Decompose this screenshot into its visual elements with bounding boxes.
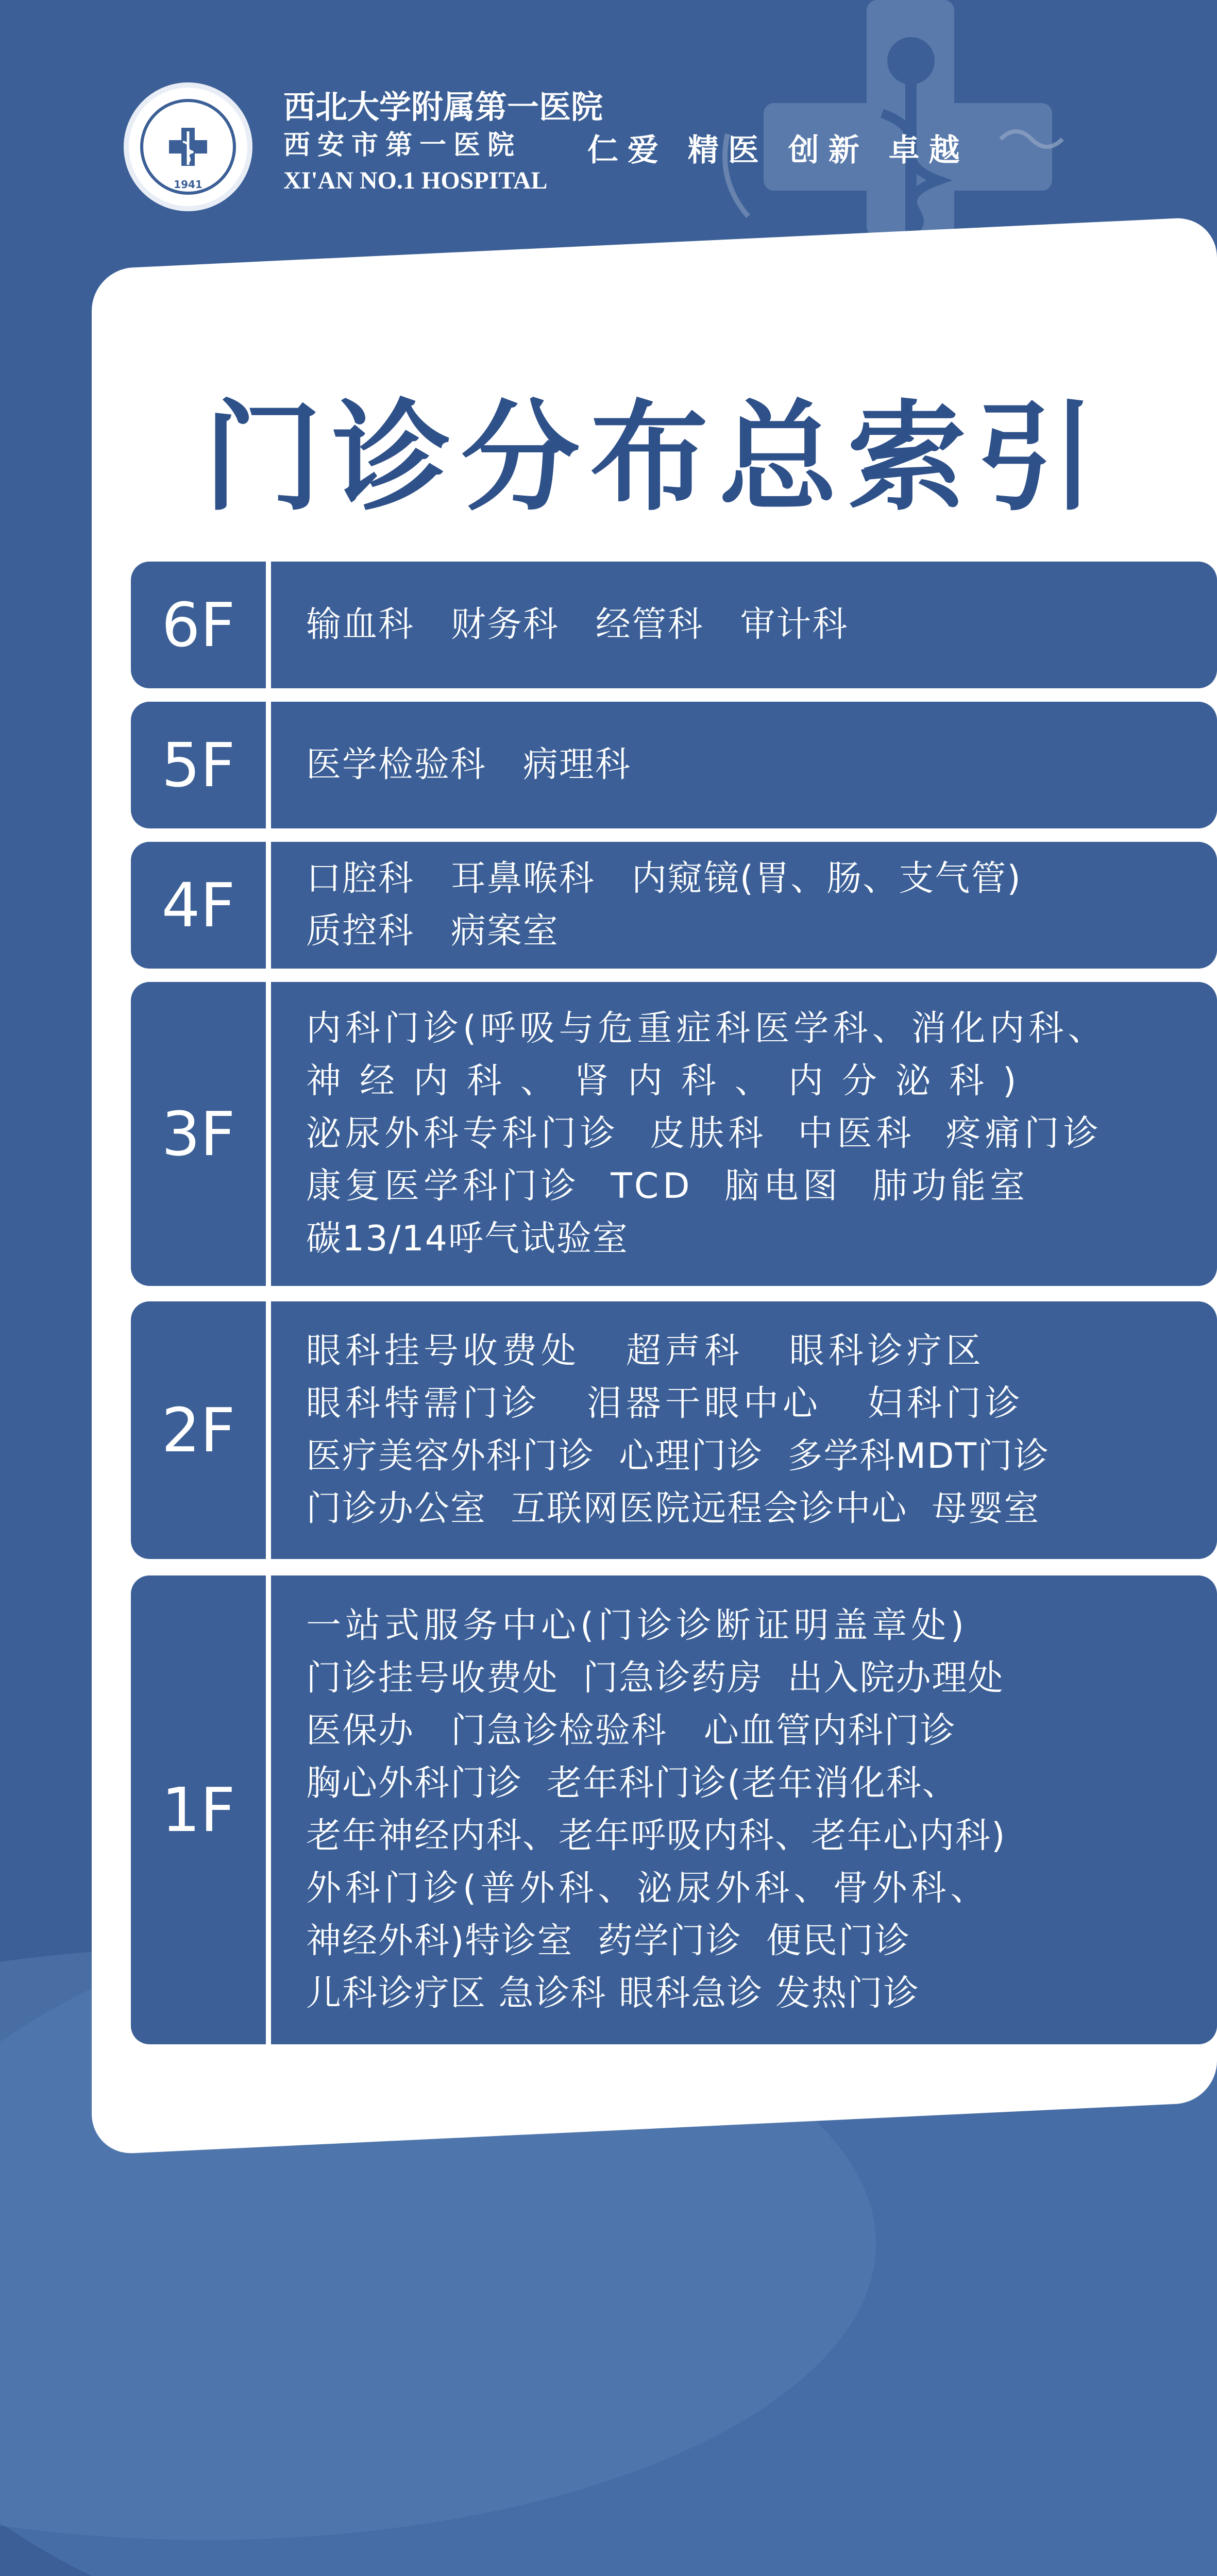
department-line: 门诊挂号收费处 门急诊药房 出入院办理处 xyxy=(306,1658,1004,1699)
department-line: 碳13/14呼气试验室 xyxy=(306,1218,629,1259)
floor-label: 1F xyxy=(161,1774,235,1845)
hospital-english-name: XI'AN NO.1 HOSPITAL xyxy=(283,167,548,194)
floor-label: 6F xyxy=(161,589,235,660)
floor-label: 5F xyxy=(161,730,235,801)
floor-1f-row xyxy=(131,1575,1217,2044)
department-line: 输血科 财务科 经管科 审计科 xyxy=(306,604,849,645)
floor-5f-row xyxy=(131,702,1217,828)
hospital-chinese-name: 西安市第一医院 xyxy=(283,129,522,161)
department-line: 儿科诊疗区 急诊科 眼科急诊 发热门诊 xyxy=(306,1973,920,2014)
floor-label: 3F xyxy=(161,1098,235,1170)
university-affiliation: 西北大学附属第一医院 xyxy=(283,88,603,126)
department-line: 老年神经内科、老年呼吸内科、老年心内科) xyxy=(306,1816,1006,1856)
floor-divider xyxy=(266,702,271,828)
floor-divider xyxy=(266,562,271,688)
department-line: 口腔科 耳鼻喉科 内窥镜(胃、肠、支气管) xyxy=(306,858,1022,899)
floor-label: 2F xyxy=(161,1395,235,1466)
floor-divider xyxy=(266,982,271,1286)
floor-label: 4F xyxy=(161,870,235,941)
floor-departments xyxy=(306,1301,1191,1559)
floor-divider xyxy=(266,842,271,969)
department-line: 内科门诊(呼吸与危重症科医学科、消化内科、 xyxy=(306,1008,1107,1049)
floor-departments xyxy=(306,1575,1191,2044)
floor-divider xyxy=(266,1301,271,1559)
department-line: 一站式服务中心(门诊诊断证明盖章处) xyxy=(306,1605,969,1646)
floor-departments xyxy=(306,702,1191,828)
medical-cross-icon xyxy=(712,0,1083,237)
floor-6f-row xyxy=(131,562,1217,688)
department-line: 神经内科、肾内科、内分泌科) xyxy=(306,1061,1035,1101)
logo-year: 1941 xyxy=(174,178,202,191)
department-line: 医学检验科 病理科 xyxy=(306,744,631,785)
department-line: 质控科 病案室 xyxy=(306,911,559,952)
department-line: 医保办 门急诊检验科 心血管内科门诊 xyxy=(306,1710,956,1751)
department-line: 神经外科)特诊室 药学门诊 便民门诊 xyxy=(306,1921,910,1961)
department-line: 康复医学科门诊 TCD 脑电图 肺功能室 xyxy=(306,1166,1029,1207)
hospital-motto: 仁爱 精医 创新 卓越 xyxy=(587,132,969,168)
department-line: 泌尿外科专科门诊 皮肤科 中医科 疼痛门诊 xyxy=(306,1113,1103,1154)
department-line: 眼科挂号收费处 超声科 眼科诊疗区 xyxy=(306,1331,985,1371)
page-title: 门诊分布总索引 xyxy=(203,389,1105,527)
hospital-logo xyxy=(124,82,252,211)
floor-departments xyxy=(306,842,1191,969)
floor-departments xyxy=(306,562,1191,688)
floor-departments xyxy=(306,982,1191,1286)
floor-4f-row xyxy=(131,842,1217,969)
department-line: 胸心外科门诊 老年科门诊(老年消化科、 xyxy=(306,1763,958,1804)
department-line: 外科门诊(普外科、泌尿外科、骨外科、 xyxy=(306,1868,990,1909)
floor-3f-row xyxy=(131,982,1217,1286)
directory-panel xyxy=(92,330,1217,2102)
floor-2f-row xyxy=(131,1301,1217,1559)
department-line: 医疗美容外科门诊 心理门诊 多学科MDT门诊 xyxy=(306,1436,1050,1477)
department-line: 门诊办公室 互联网医院远程会诊中心 母婴室 xyxy=(306,1488,1040,1529)
logo-cross-icon xyxy=(165,124,211,170)
floor-divider xyxy=(266,1575,271,2044)
department-line: 眼科特需门诊 泪器干眼中心 妇科门诊 xyxy=(306,1383,1024,1424)
